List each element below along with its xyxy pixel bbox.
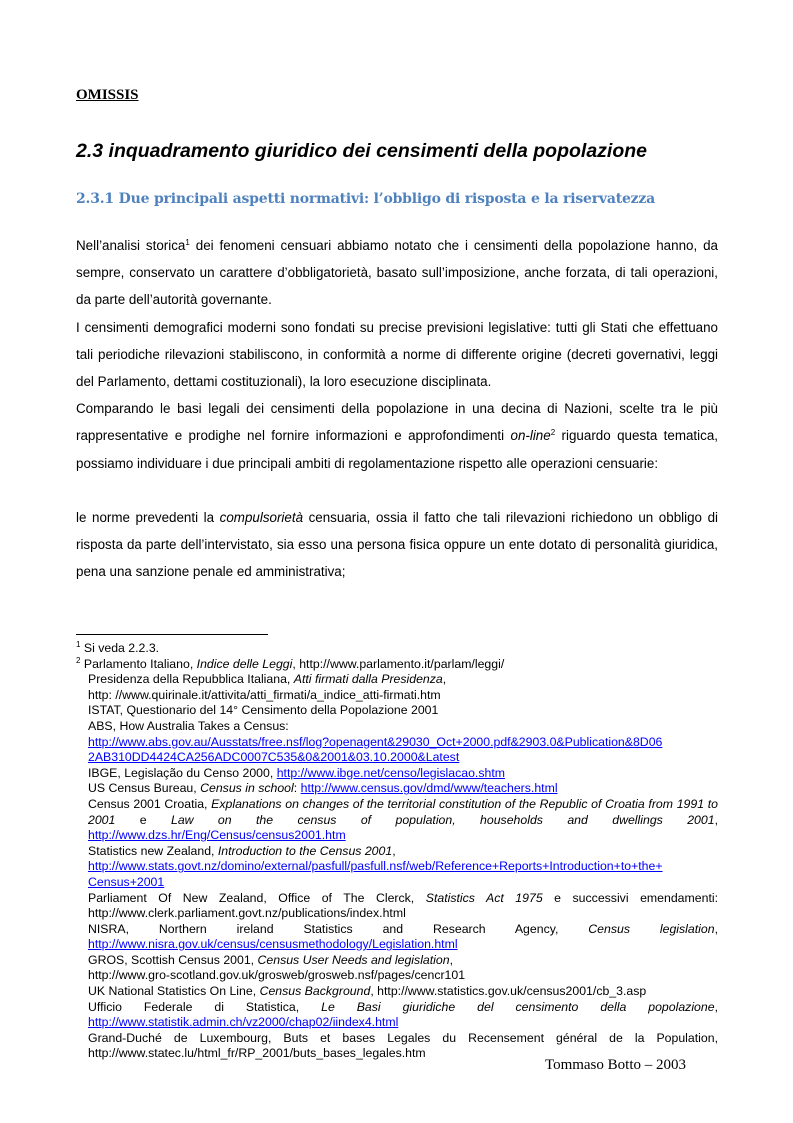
ref-abs: ABS, How Australia Takes a Census: <box>88 718 289 733</box>
swiss-link[interactable]: http://www.statistik.admin.ch/vz2000/chap02/iindex4.html <box>88 1015 399 1030</box>
ref-nz-url <box>88 859 718 890</box>
ref-nisra-url <box>88 937 718 953</box>
ref-ibge: IBGE, Legislação du Censo 2000, http://www.ibge.net/censo/legislacao.shtm <box>88 765 505 780</box>
ref-abs-url <box>88 735 718 766</box>
omissis-heading: OMISSIS <box>76 87 139 103</box>
ref-quirinale-url: http: //www.quirinale.it/attivita/atti_firmati/a_indice_atti-firmati.htm <box>88 687 441 702</box>
body-text <box>76 232 718 585</box>
paragraph-2: I censimenti demografici moderni sono fondati su precise previsioni legislative: tutti gli Stati che effettuano tali periodiche rilevazioni stabiliscono, in conformità a norme di differente origine (decreti governativi, leggi del Parlamento, dettami costituzionali), la loro esecuzione disciplinata. <box>76 319 718 390</box>
footnote-2: $^2$ Parlamento Italiano, Indice delle Leggi, http://www.parlamento.it/parlam/leggi/ <box>76 655 505 671</box>
paragraph-1: Nell’analisi storica$^1$ dei fenomeni censuari abbiamo notato che i censimenti della popolazione hanno, da sempre, conservato un carattere d’obbligatorietà, basato sull’imposizione, anche forzata, di tali operazioni, da parte dell’autorità governante. <box>76 238 718 308</box>
footnote-ref-1[interactable]: 1 <box>185 238 190 247</box>
ref-parliament-nz: Parliament Of New Zealand, Office of The Clerck, Statistics Act 1975 e successivi emendamenti: <box>88 890 719 905</box>
ref-uk-stats: UK National Statistics On Line, Census Background, http://www.statistics.gov.uk/census2001/cb_3.asp <box>88 984 647 999</box>
paragraph-3: Comparando le basi legali dei censimenti della popolazione in una decina di Nazioni, scelte tra le più rappresentative e prodighe nel fornire informazioni e approfondimenti on-line$^2$ riguardo questa tematica, possiamo individuare i due principali ambiti di regolamentazione rispetto alle operazioni censuarie: <box>76 401 718 471</box>
footnote-ref-2[interactable]: 2 <box>550 428 556 438</box>
nz-link[interactable]: http://www.stats.govt.nz/domino/external/pasfull/pasfull.nsf/web/Reference+Reports+Introduction+to+the+ <box>88 859 663 874</box>
ibge-link[interactable]: http://www.ibge.net/censo/legislacao.shtm <box>276 765 505 780</box>
ref-croatia: Census 2001 Croatia, Explanations on changes of the territorial constitution of the Republic of Croatia from 1991 to 2001 e Law on the census of population, households and dwellings 2001, <box>88 796 718 827</box>
footnote-1: $^1$ Si veda 2.2.3. <box>76 640 160 655</box>
ref-parliament-nz-url: http://www.clerk.parliament.govt.nz/publications/index.html <box>88 906 406 921</box>
subsection-title: 2.3.1 Due principali aspetti normativi: l’obbligo di risposta e la riservatezza <box>76 191 656 207</box>
ref-nisra: NISRA, Northern ireland Statistics and Research Agency, Census legislation, <box>88 921 718 936</box>
footnote-separator <box>76 634 268 635</box>
us-census-link[interactable]: http://www.census.gov/dmd/www/teachers.html <box>300 781 558 796</box>
ref-nz: Statistics new Zealand, Introduction to the Census 2001, <box>88 843 396 858</box>
section-title: 2.3 inquadramento giuridico dei censimenti della popolazione <box>76 140 648 162</box>
ref-gros-url: http://www.gro-scotland.gov.uk/grosweb/grosweb.nsf/pages/cencr101 <box>88 968 466 983</box>
ref-swiss-url <box>88 1015 718 1031</box>
ref-luxembourg: Grand-Duché de Luxembourg, Buts et bases Legales du Recensement général de la Population, <box>88 1030 718 1045</box>
abs-link-cont[interactable]: 2AB310DD4424CA256ADC0007C535&0&2001&03.10.2000&Latest <box>88 750 460 765</box>
paragraph-4: le norme prevedenti la compulsorietà censuaria, ossia il fatto che tali rilevazioni richiedono un obbligo di risposta da parte dell’intervistato, sia esso una persona fisica oppure un ente dotato di personalità giuridica, pena una sanzione penale ed amministrativa; <box>76 509 718 580</box>
footnote-2-references <box>76 672 718 1062</box>
ref-presidenza: Presidenza della Repubblica Italiana, Atti firmati dalla Presidenza, <box>88 672 447 687</box>
ref-croatia-url <box>88 828 718 844</box>
croatia-link[interactable]: http://www.dzs.hr/Eng/Census/census2001.htm <box>88 828 346 843</box>
ref-istat: ISTAT, Questionario del 14° Censimento della Popolazione 2001 <box>88 703 439 718</box>
ref-us-census: US Census Bureau, Census in school: http://www.census.gov/dmd/www/teachers.html <box>88 781 558 796</box>
ref-swiss-stats: Ufficio Federale di Statistica, Le Basi giuridiche del censimento della popolazione, <box>88 999 718 1014</box>
page-footer: Tommaso Botto – 2003 <box>544 1057 686 1073</box>
ref-luxembourg-url: http://www.statec.lu/html_fr/RP_2001/buts_bases_legales.htm <box>88 1046 426 1061</box>
nisra-link[interactable]: http://www.nisra.gov.uk/census/censusmethodology/Legislation.html <box>88 937 458 952</box>
footnotes <box>76 641 718 1062</box>
abs-link[interactable]: http://www.abs.gov.au/Ausstats/free.nsf/log?openagent&29030_Oct+2000.pdf&2903.0&Publication&8D06 <box>88 734 663 749</box>
ref-gros: GROS, Scottish Census 2001, Census User Needs and legislation, <box>88 952 454 967</box>
nz-link-cont[interactable]: Census+2001 <box>88 874 165 889</box>
